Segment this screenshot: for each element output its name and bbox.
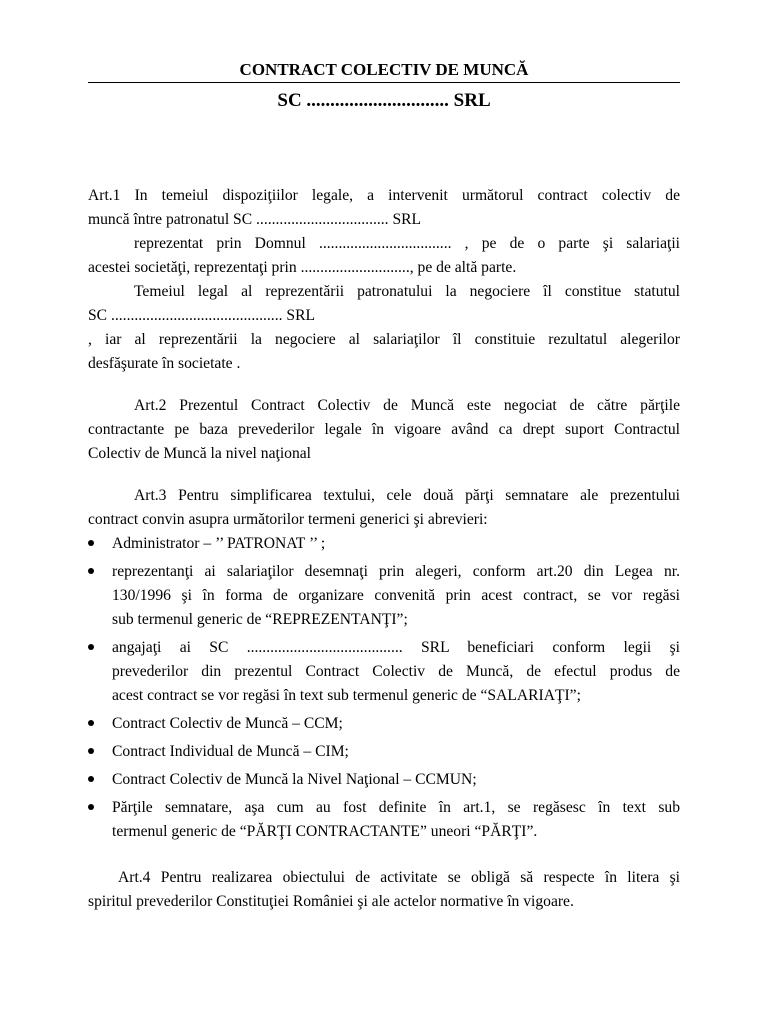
list-item-text: Contract Colectiv de Muncă la Nivel Naţional – CCMUN; bbox=[112, 771, 477, 788]
list-item bbox=[88, 532, 680, 556]
list-item bbox=[88, 768, 680, 792]
bullet-icon bbox=[88, 740, 102, 764]
paragraph-line: Art.2 Prezentul Contract Colectiv de Muncă este negociat de către părţile bbox=[134, 397, 680, 414]
paragraph-line: desfăşurate în societate . bbox=[88, 355, 241, 372]
bullet-icon bbox=[88, 636, 102, 660]
article-3 bbox=[88, 484, 680, 532]
list-item-text: sub termenul generic de “REPREZENTANŢI”; bbox=[112, 611, 408, 628]
paragraph-line: reprezentat prin Domnul .................................. , pe de o parte şi salariaţii bbox=[134, 235, 680, 252]
list-item bbox=[88, 796, 680, 844]
article-2 bbox=[88, 394, 680, 466]
paragraph-line: acestei societăţi, reprezentaţi prin ............................, pe de altă parte. bbox=[88, 259, 517, 276]
list-item-text: angajaţi ai SC ........................................ SRL beneficiari conform legii şi bbox=[112, 639, 680, 656]
list-item-text: acest contract se vor regăsi în text sub termenul generic de “SALARIAŢI”; bbox=[112, 687, 581, 704]
list-item bbox=[88, 712, 680, 736]
paragraph-line: spiritul prevederilor Constituţiei României şi ale actelor normative în vigoare. bbox=[88, 893, 574, 910]
list-item bbox=[88, 740, 680, 764]
paragraph-line: muncă între patronatul SC .................................. SRL bbox=[88, 211, 422, 228]
spacer bbox=[88, 376, 680, 394]
article-1 bbox=[88, 184, 680, 376]
paragraph-line: SC ............................................ SRL bbox=[88, 307, 316, 324]
paragraph-line: Art.1 In temeiul dispoziţiilor legale, a intervenit următorul contract colectiv de bbox=[88, 187, 680, 204]
list-item-text: reprezentanţi ai salariaţilor desemnaţi prin alegeri, conform art.20 din Legea nr. bbox=[112, 563, 680, 580]
bullet-icon bbox=[88, 560, 102, 584]
article-4 bbox=[88, 866, 680, 914]
spacer bbox=[88, 466, 680, 484]
paragraph-line: , iar al reprezentării la negociere al salariaţilor îl constituie rezultatul alegerilor bbox=[88, 331, 680, 348]
bullet-icon bbox=[88, 768, 102, 792]
spacer bbox=[88, 844, 680, 866]
list-item-text: Administrator – ’’ PATRONAT ’’ ; bbox=[112, 535, 326, 552]
list-item-text: prevederilor din prezentul Contract Colectiv de Muncă, de efectul produs de bbox=[112, 663, 680, 680]
definitions-list bbox=[88, 532, 680, 844]
bullet-icon bbox=[88, 796, 102, 820]
list-item bbox=[88, 636, 680, 708]
paragraph-line: Art.3 Pentru simplificarea textului, cele două părţi semnatare ale prezentului bbox=[134, 487, 680, 504]
paragraph-line: contract convin asupra următorilor termeni generici şi abrevieri: bbox=[88, 511, 488, 528]
list-item-text: Părţile semnatare, aşa cum au fost definite în art.1, se regăsesc în text sub bbox=[112, 799, 680, 816]
document-subtitle: SC .............................. SRL bbox=[277, 90, 491, 111]
paragraph-line: Art.4 Pentru realizarea obiectului de activitate se obligă să respecte în litera şi bbox=[118, 869, 680, 886]
paragraph-line: contractante pe baza prevederilor legale în vigoare având ca drept suport Contractul bbox=[88, 421, 680, 438]
list-item bbox=[88, 560, 680, 632]
document-body bbox=[88, 184, 680, 914]
title-underline bbox=[88, 82, 680, 83]
list-item-text: Contract Colectiv de Muncă – CCM; bbox=[112, 715, 343, 732]
paragraph-line: Temeiul legal al reprezentării patronatului la negociere îl constitue statutul bbox=[134, 283, 680, 300]
list-item-text: 130/1996 şi în forma de organizare convenită prin acest contract, se vor regăsi bbox=[112, 587, 680, 604]
list-item-text: termenul generic de “PĂRŢI CONTRACTANTE” uneori “PĂRŢI”. bbox=[112, 823, 538, 840]
document-title: CONTRACT COLECTIV DE MUNCĂ bbox=[239, 60, 529, 79]
bullet-icon bbox=[88, 532, 102, 556]
paragraph-line: Colectiv de Muncă la nivel naţional bbox=[88, 445, 312, 462]
list-item-text: Contract Individual de Muncă – CIM; bbox=[112, 743, 349, 760]
bullet-icon bbox=[88, 712, 102, 736]
